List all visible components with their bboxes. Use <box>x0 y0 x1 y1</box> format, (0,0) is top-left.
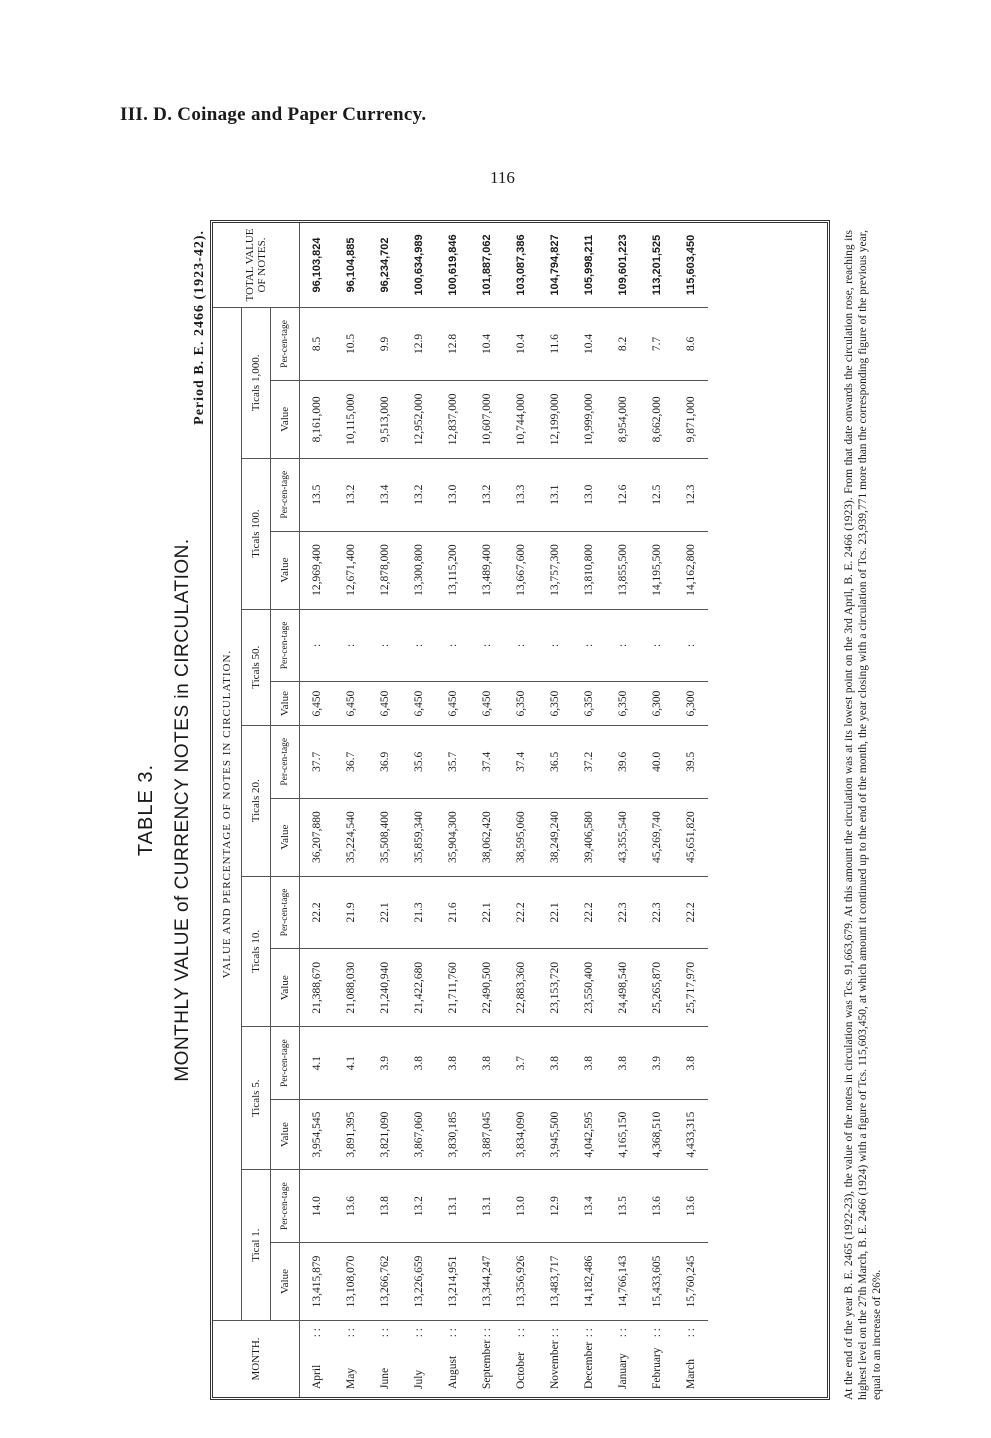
period-label: Period B. E. 2466 (1923-42). <box>192 230 207 425</box>
dot-leader: : : <box>379 1328 391 1338</box>
percentage-cell: : <box>538 609 572 682</box>
percentage-cell: 4.1 <box>300 1027 335 1100</box>
percentage-cell: 22.2 <box>674 876 708 949</box>
month-label: August <box>447 1355 459 1389</box>
value-cell: 13,489,400 <box>470 531 504 609</box>
table-frame <box>210 220 830 1400</box>
value-cell: 3,887,045 <box>470 1099 504 1169</box>
header-month: MONTH. <box>213 1321 300 1398</box>
header-denom: Ticals 1,000. <box>242 308 271 459</box>
percentage-cell: 3.9 <box>368 1027 402 1100</box>
dot-leader: : : <box>447 1328 459 1338</box>
total-cell: 96,234,702 <box>368 223 402 308</box>
total-cell: 101,887,062 <box>470 223 504 308</box>
month-label: April <box>311 1364 323 1389</box>
footnote: At the end of the year B. E. 2465 (1922-23), the value of the notes in circulation was Tcs. 91,663,679. At this amount the circulation was at its lowest point on the 3rd April, B. E. 2466 (1923). From that date onwards the circulation rose, reaching its highest level on the 27th March, B. E. 2466 (1924) with a figure of Tcs. 115,603,450, at which amount it continued up to the end of the month, the year closing with a circulation of Tcs. 23,939,771 more than the corresponding figure of the previous year, equal to an increase of 26%. <box>843 230 883 1400</box>
value-cell: 21,388,670 <box>300 949 335 1027</box>
value-cell: 3,954,545 <box>300 1099 335 1169</box>
value-cell: 3,830,185 <box>436 1099 470 1169</box>
table-row <box>402 223 436 1397</box>
month-cell <box>334 1321 368 1398</box>
value-cell: 25,717,970 <box>674 949 708 1027</box>
total-cell: 100,619,846 <box>436 223 470 308</box>
percentage-cell: 13.0 <box>436 458 470 531</box>
value-cell: 15,433,605 <box>640 1243 674 1321</box>
percentage-cell: 22.3 <box>640 876 674 949</box>
header-value: Value <box>271 531 300 609</box>
value-cell: 6,450 <box>470 682 504 726</box>
table-row <box>368 223 402 1397</box>
total-cell: 109,601,223 <box>606 223 640 308</box>
percentage-cell: 22.2 <box>300 876 335 949</box>
month-cell <box>640 1321 674 1398</box>
header-value: Value <box>271 949 300 1027</box>
table-row <box>300 223 335 1397</box>
value-cell: 3,891,395 <box>334 1099 368 1169</box>
value-cell: 12,952,000 <box>402 380 436 458</box>
dot-leader: : : <box>549 1328 561 1338</box>
percentage-cell: 35.7 <box>436 725 470 798</box>
month-cell <box>674 1321 708 1398</box>
value-cell: 38,249,240 <box>538 798 572 876</box>
percentage-cell: 21.9 <box>334 876 368 949</box>
percentage-cell: 12.3 <box>674 458 708 531</box>
percentage-cell: : <box>640 609 674 682</box>
header-percentage: Per-cen-tage <box>271 1027 300 1100</box>
value-cell: 10,607,000 <box>470 380 504 458</box>
percentage-cell: 12.6 <box>606 458 640 531</box>
value-cell: 35,224,540 <box>334 798 368 876</box>
header-percentage: Per-cen-tage <box>271 725 300 798</box>
percentage-cell: 4.1 <box>334 1027 368 1100</box>
value-cell: 23,153,720 <box>538 949 572 1027</box>
header-value: Value <box>271 1243 300 1321</box>
page-number: 116 <box>490 168 515 187</box>
value-cell: 13,214,951 <box>436 1243 470 1321</box>
header-percentage: Per-cen-tage <box>271 308 300 381</box>
percentage-cell: 3.7 <box>504 1027 538 1100</box>
percentage-cell: 14.0 <box>300 1170 335 1243</box>
value-cell: 35,904,300 <box>436 798 470 876</box>
table-row <box>334 223 368 1397</box>
value-cell: 13,226,659 <box>402 1243 436 1321</box>
percentage-cell: : <box>504 609 538 682</box>
percentage-cell: 22.1 <box>470 876 504 949</box>
percentage-cell: : <box>300 609 335 682</box>
percentage-cell: 13.1 <box>436 1170 470 1243</box>
percentage-cell: 22.2 <box>572 876 606 949</box>
value-cell: 6,350 <box>606 682 640 726</box>
table-row <box>538 223 572 1397</box>
percentage-cell: 10.4 <box>470 308 504 381</box>
value-cell: 38,062,420 <box>470 798 504 876</box>
percentage-cell: 12.8 <box>436 308 470 381</box>
value-cell: 8,662,000 <box>640 380 674 458</box>
value-cell: 12,837,000 <box>436 380 470 458</box>
value-cell: 14,182,486 <box>572 1243 606 1321</box>
dot-leader: : : <box>481 1328 493 1338</box>
value-cell: 22,490,500 <box>470 949 504 1027</box>
month-label: September <box>481 1339 493 1389</box>
percentage-cell: 13.6 <box>334 1170 368 1243</box>
percentage-cell: 12.5 <box>640 458 674 531</box>
percentage-cell: : <box>334 609 368 682</box>
percentage-cell: 11.6 <box>538 308 572 381</box>
value-cell: 3,821,090 <box>368 1099 402 1169</box>
header-percentage: Per-cen-tage <box>271 1170 300 1243</box>
percentage-cell: 36.5 <box>538 725 572 798</box>
header-value: Value <box>271 798 300 876</box>
month-cell <box>436 1321 470 1398</box>
dot-leader: : : <box>583 1328 595 1338</box>
month-label: October <box>515 1351 527 1389</box>
month-cell <box>504 1321 538 1398</box>
value-cell: 23,550,400 <box>572 949 606 1027</box>
month-label: November <box>549 1340 561 1389</box>
percentage-cell: : <box>606 609 640 682</box>
table-row <box>504 223 538 1397</box>
percentage-cell: 13.1 <box>538 458 572 531</box>
percentage-cell: 7.7 <box>640 308 674 381</box>
percentage-cell: 13.5 <box>606 1170 640 1243</box>
value-cell: 15,760,245 <box>674 1243 708 1321</box>
percentage-cell: 9.9 <box>368 308 402 381</box>
percentage-cell: 13.4 <box>368 458 402 531</box>
header-value: Value <box>271 1099 300 1169</box>
percentage-cell: 35.6 <box>402 725 436 798</box>
percentage-cell: 3.8 <box>606 1027 640 1100</box>
table-row <box>640 223 674 1397</box>
value-cell: 10,115,000 <box>334 380 368 458</box>
total-cell: 100,634,989 <box>402 223 436 308</box>
value-cell: 9,513,000 <box>368 380 402 458</box>
value-cell: 45,651,820 <box>674 798 708 876</box>
dot-leader: : : <box>515 1328 527 1338</box>
value-cell: 13,300,800 <box>402 531 436 609</box>
value-cell: 45,269,740 <box>640 798 674 876</box>
value-cell: 13,108,070 <box>334 1243 368 1321</box>
percentage-cell: : <box>572 609 606 682</box>
percentage-cell: 3.8 <box>572 1027 606 1100</box>
value-cell: 6,450 <box>334 682 368 726</box>
percentage-cell: 10.5 <box>334 308 368 381</box>
percentage-cell: 3.9 <box>640 1027 674 1100</box>
dot-leader: : : <box>685 1328 697 1338</box>
value-cell: 36,207,880 <box>300 798 335 876</box>
value-cell: 4,368,510 <box>640 1099 674 1169</box>
value-cell: 10,744,000 <box>504 380 538 458</box>
percentage-cell: 8.2 <box>606 308 640 381</box>
percentage-cell: 3.8 <box>436 1027 470 1100</box>
month-cell <box>606 1321 640 1398</box>
month-label: May <box>345 1367 357 1389</box>
header-denom: Tical 1. <box>242 1170 271 1321</box>
value-cell: 3,834,090 <box>504 1099 538 1169</box>
table-row <box>674 223 708 1397</box>
value-cell: 4,042,595 <box>572 1099 606 1169</box>
percentage-cell: 3.8 <box>674 1027 708 1100</box>
header-denom: Ticals 100. <box>242 458 271 609</box>
percentage-cell: 13.1 <box>470 1170 504 1243</box>
value-cell: 6,450 <box>402 682 436 726</box>
value-cell: 21,422,680 <box>402 949 436 1027</box>
header-value: Value <box>271 682 300 726</box>
percentage-cell: 22.2 <box>504 876 538 949</box>
value-cell: 4,165,150 <box>606 1099 640 1169</box>
percentage-cell: 13.2 <box>470 458 504 531</box>
value-cell: 13,266,762 <box>368 1243 402 1321</box>
total-cell: 96,104,885 <box>334 223 368 308</box>
month-label: January <box>617 1353 629 1389</box>
total-cell: 103,087,386 <box>504 223 538 308</box>
value-cell: 3,867,060 <box>402 1099 436 1169</box>
table-row <box>606 223 640 1397</box>
month-cell <box>402 1321 436 1398</box>
value-cell: 38,595,060 <box>504 798 538 876</box>
value-cell: 6,300 <box>640 682 674 726</box>
value-cell: 43,355,540 <box>606 798 640 876</box>
value-cell: 13,483,717 <box>538 1243 572 1321</box>
percentage-cell: 13.6 <box>674 1170 708 1243</box>
percentage-cell: 8.5 <box>300 308 335 381</box>
month-cell <box>300 1321 335 1398</box>
table-title: TABLE 3. <box>135 763 157 857</box>
table-row <box>470 223 504 1397</box>
percentage-cell: 12.9 <box>402 308 436 381</box>
percentage-cell: 39.6 <box>606 725 640 798</box>
currency-table <box>213 223 708 1397</box>
value-cell: 12,878,000 <box>368 531 402 609</box>
value-cell: 6,350 <box>504 682 538 726</box>
percentage-cell: 3.8 <box>538 1027 572 1100</box>
percentage-cell: 40.0 <box>640 725 674 798</box>
value-cell: 13,667,600 <box>504 531 538 609</box>
value-cell: 12,969,400 <box>300 531 335 609</box>
value-cell: 14,766,143 <box>606 1243 640 1321</box>
table-row <box>572 223 606 1397</box>
month-cell <box>572 1321 606 1398</box>
section-title: III. D. Coinage and Paper Currency. <box>120 104 427 125</box>
percentage-cell: 13.0 <box>504 1170 538 1243</box>
value-cell: 14,162,800 <box>674 531 708 609</box>
month-label: June <box>379 1367 391 1389</box>
percentage-cell: 13.8 <box>368 1170 402 1243</box>
value-cell: 3,945,500 <box>538 1099 572 1169</box>
percentage-cell: 37.2 <box>572 725 606 798</box>
percentage-cell: 37.7 <box>300 725 335 798</box>
value-cell: 8,954,000 <box>606 380 640 458</box>
dot-leader: : : <box>413 1328 425 1338</box>
value-cell: 12,199,000 <box>538 380 572 458</box>
value-cell: 9,871,000 <box>674 380 708 458</box>
value-cell: 6,450 <box>436 682 470 726</box>
percentage-cell: 10.4 <box>572 308 606 381</box>
percentage-cell: 37.4 <box>504 725 538 798</box>
percentage-cell: 13.3 <box>504 458 538 531</box>
dot-leader: : : <box>311 1328 323 1338</box>
dot-leader: : : <box>651 1328 663 1338</box>
total-cell: 105,998,211 <box>572 223 606 308</box>
value-cell: 35,859,340 <box>402 798 436 876</box>
value-cell: 22,883,360 <box>504 949 538 1027</box>
percentage-cell: 13.4 <box>572 1170 606 1243</box>
value-cell: 4,433,315 <box>674 1099 708 1169</box>
table-subtitle: MONTHLY VALUE of CURRENCY NOTES in CIRCULATION. <box>172 538 193 1082</box>
total-cell: 115,603,450 <box>674 223 708 308</box>
percentage-cell: : <box>402 609 436 682</box>
value-cell: 6,350 <box>572 682 606 726</box>
value-cell: 21,240,940 <box>368 949 402 1027</box>
value-cell: 13,855,500 <box>606 531 640 609</box>
month-cell <box>470 1321 504 1398</box>
header-percentage: Per-cen-tage <box>271 876 300 949</box>
value-cell: 6,450 <box>300 682 335 726</box>
value-cell: 13,344,247 <box>470 1243 504 1321</box>
percentage-cell: 22.3 <box>606 876 640 949</box>
header-percentage: Per-cen-tage <box>271 458 300 531</box>
percentage-cell: 22.1 <box>538 876 572 949</box>
percentage-cell: 13.0 <box>572 458 606 531</box>
month-cell <box>538 1321 572 1398</box>
value-cell: 6,450 <box>368 682 402 726</box>
percentage-cell: 8.6 <box>674 308 708 381</box>
percentage-cell: 39.5 <box>674 725 708 798</box>
header-denom: Ticals 20. <box>242 725 271 876</box>
month-label: July <box>413 1369 425 1389</box>
value-cell: 25,265,870 <box>640 949 674 1027</box>
month-label: March <box>685 1358 697 1389</box>
value-cell: 14,195,500 <box>640 531 674 609</box>
percentage-cell: : <box>368 609 402 682</box>
percentage-cell: 13.2 <box>402 1170 436 1243</box>
value-cell: 24,498,540 <box>606 949 640 1027</box>
table-row <box>436 223 470 1397</box>
month-label: February <box>651 1347 663 1389</box>
total-cell: 96,103,824 <box>300 223 335 308</box>
percentage-cell: 13.2 <box>402 458 436 531</box>
percentage-cell: 37.4 <box>470 725 504 798</box>
percentage-cell: : <box>436 609 470 682</box>
percentage-cell: 12.9 <box>538 1170 572 1243</box>
percentage-cell: 10.4 <box>504 308 538 381</box>
percentage-cell: 36.9 <box>368 725 402 798</box>
dot-leader: : : <box>617 1328 629 1338</box>
header-group: VALUE AND PERCENTAGE OF NOTES IN CIRCULATION. <box>213 308 242 1321</box>
percentage-cell: 3.8 <box>402 1027 436 1100</box>
total-cell: 113,201,525 <box>640 223 674 308</box>
header-denom: Ticals 5. <box>242 1027 271 1170</box>
value-cell: 8,161,000 <box>300 380 335 458</box>
percentage-cell: 36.7 <box>334 725 368 798</box>
value-cell: 35,508,400 <box>368 798 402 876</box>
value-cell: 6,350 <box>538 682 572 726</box>
value-cell: 13,115,200 <box>436 531 470 609</box>
value-cell: 21,711,760 <box>436 949 470 1027</box>
value-cell: 6,300 <box>674 682 708 726</box>
value-cell: 13,415,879 <box>300 1243 335 1321</box>
percentage-cell: 3.8 <box>470 1027 504 1100</box>
month-cell <box>368 1321 402 1398</box>
header-total: TOTAL VALUE OF NOTES. <box>213 223 300 308</box>
percentage-cell: : <box>470 609 504 682</box>
value-cell: 12,671,400 <box>334 531 368 609</box>
header-percentage: Per-cen-tage <box>271 609 300 682</box>
rotated-table-page <box>100 210 920 1410</box>
percentage-cell: 21.6 <box>436 876 470 949</box>
percentage-cell: 21.3 <box>402 876 436 949</box>
percentage-cell: 13.5 <box>300 458 335 531</box>
header-value: Value <box>271 380 300 458</box>
value-cell: 10,999,000 <box>572 380 606 458</box>
value-cell: 13,757,300 <box>538 531 572 609</box>
value-cell: 21,088,030 <box>334 949 368 1027</box>
value-cell: 13,356,926 <box>504 1243 538 1321</box>
header-denom: Ticals 10. <box>242 876 271 1027</box>
percentage-cell: 13.6 <box>640 1170 674 1243</box>
value-cell: 39,406,580 <box>572 798 606 876</box>
value-cell: 13,810,800 <box>572 531 606 609</box>
percentage-cell: 13.2 <box>334 458 368 531</box>
header-denom: Ticals 50. <box>242 609 271 725</box>
total-cell: 104,794,827 <box>538 223 572 308</box>
dot-leader: : : <box>345 1328 357 1338</box>
percentage-cell: 22.1 <box>368 876 402 949</box>
percentage-cell: : <box>674 609 708 682</box>
month-label: December <box>583 1341 595 1389</box>
